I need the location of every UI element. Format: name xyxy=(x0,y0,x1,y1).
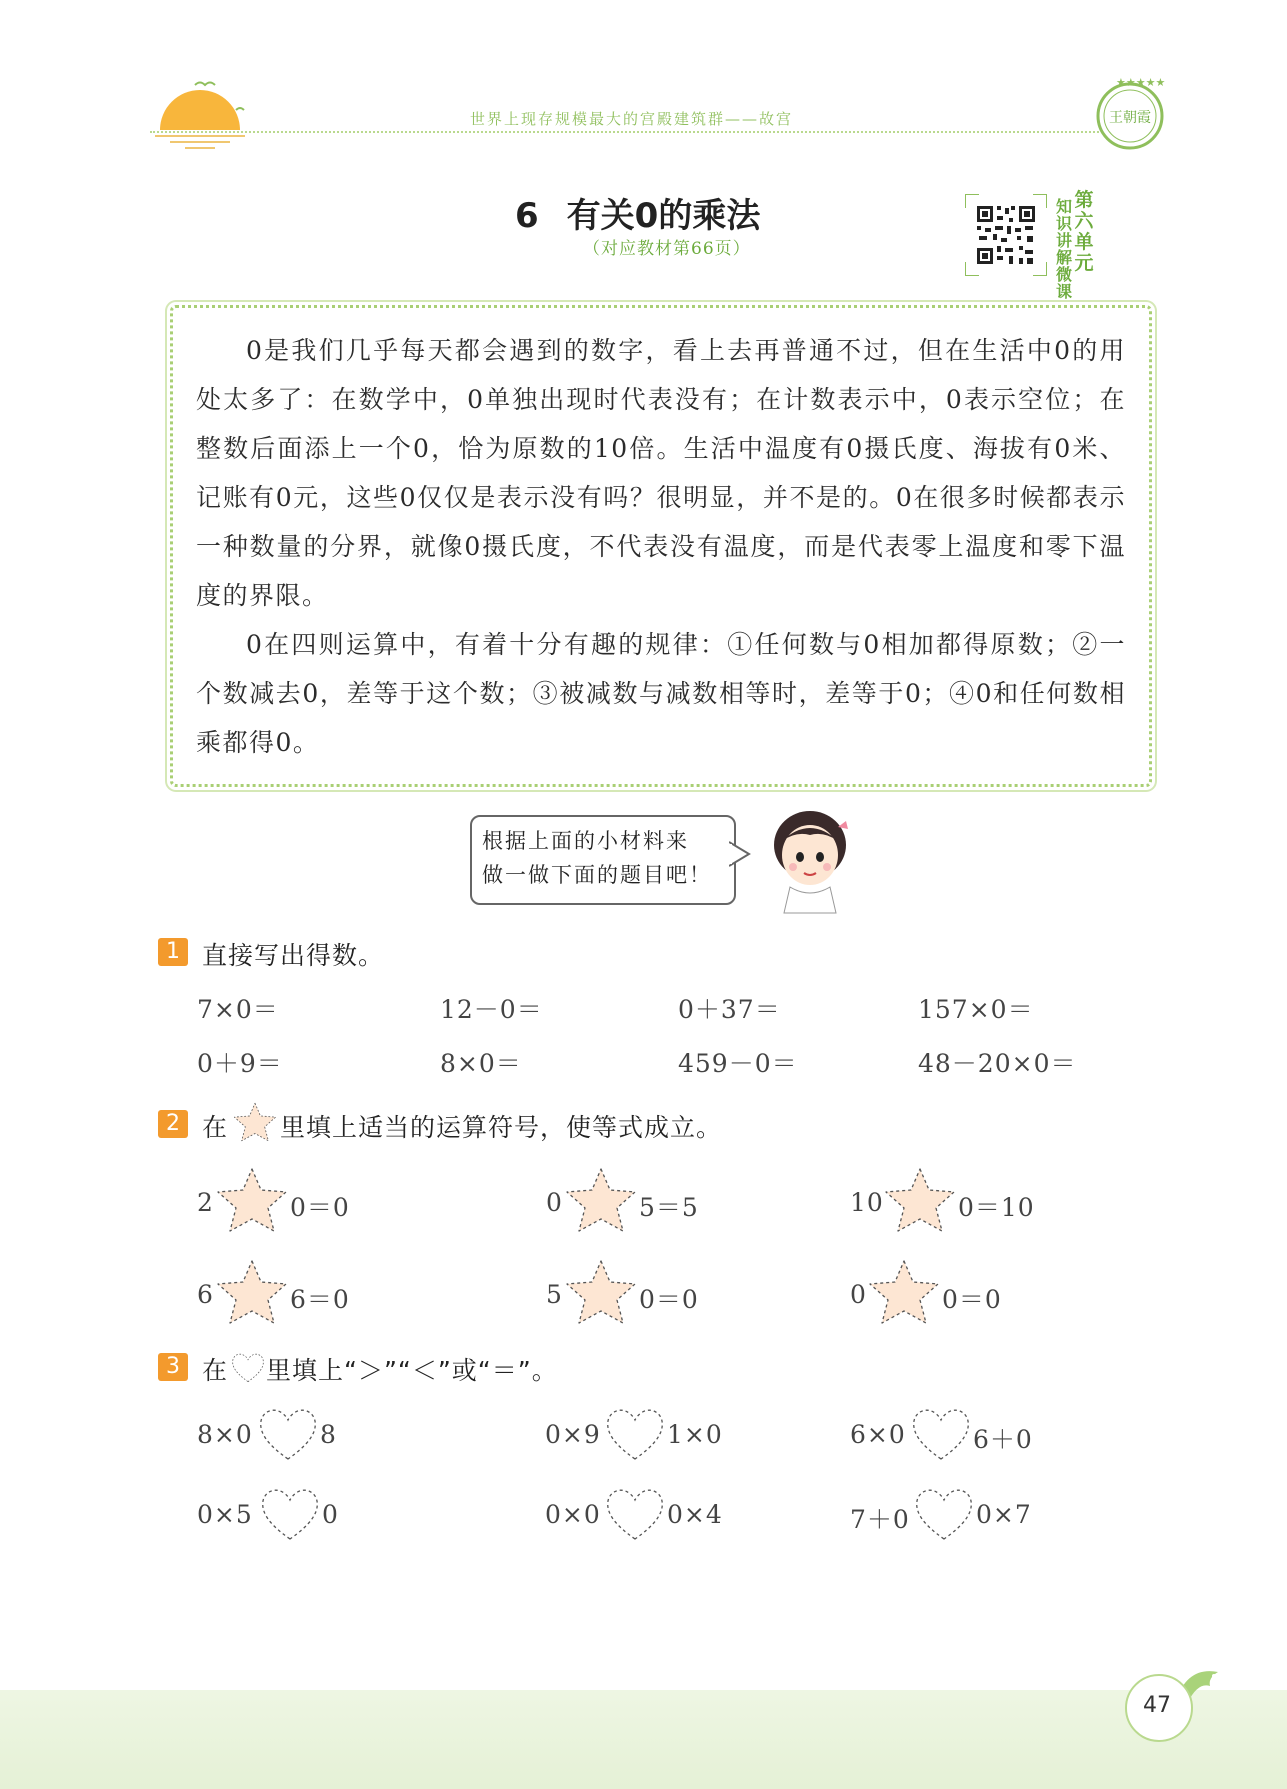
star-blank-4[interactable] xyxy=(214,1258,290,1326)
problem-1-3[interactable]: 0＋37＝ xyxy=(678,995,781,1024)
section-title-3-pre: 在 xyxy=(202,1356,229,1385)
section-title-2-pre: 在 xyxy=(202,1113,229,1142)
section-badge-1: 1 xyxy=(158,938,188,966)
section-badge-2: 2 xyxy=(158,1110,188,1138)
qr-label-char: 知 xyxy=(1055,197,1072,216)
problem-1-7[interactable]: 459－0＝ xyxy=(678,1049,798,1078)
textbook-reference: （对应教材第66页） xyxy=(583,239,751,259)
s2-right-6: 0＝0 xyxy=(942,1285,1002,1314)
problem-1-4[interactable]: 157×0＝ xyxy=(918,995,1034,1024)
s3-right-4: 0 xyxy=(322,1500,339,1529)
speech-line-2: 做一做下面的题目吧！ xyxy=(482,863,712,887)
s3-right-3: 6＋0 xyxy=(973,1425,1033,1454)
qr-label-char: 单 xyxy=(1074,231,1094,253)
s2-left-5: 5 xyxy=(546,1280,563,1309)
qr-label-char: 元 xyxy=(1074,252,1094,274)
section-badge-3: 3 xyxy=(158,1353,188,1381)
header-divider xyxy=(150,131,1130,133)
s2-left-6: 0 xyxy=(850,1280,867,1309)
s3-right-1: 8 xyxy=(320,1420,337,1449)
stamp-text: 王朝霞 xyxy=(1109,110,1151,126)
qr-label-char: 解 xyxy=(1055,248,1072,267)
reading-material-text xyxy=(196,326,1126,767)
star-icon xyxy=(232,1100,278,1144)
heart-icon xyxy=(230,1350,266,1384)
lesson-title-text: 有关0的乘法 xyxy=(566,196,761,236)
star-blank-3[interactable] xyxy=(882,1166,958,1234)
problem-1-5[interactable]: 0＋9＝ xyxy=(197,1049,283,1078)
heart-blank-6[interactable] xyxy=(912,1483,976,1543)
problem-1-6[interactable]: 8×0＝ xyxy=(440,1049,522,1078)
s3-left-4: 0×5 xyxy=(197,1500,253,1529)
s2-right-3: 0＝10 xyxy=(958,1193,1035,1222)
header-slogan: 世界上现存规模最大的宫殿建筑群——故宫 xyxy=(470,110,794,128)
problem-1-1[interactable]: 7×0＝ xyxy=(197,995,279,1024)
s3-left-5: 0×0 xyxy=(545,1500,601,1529)
star-blank-6[interactable] xyxy=(866,1258,942,1326)
s3-right-6: 0×7 xyxy=(976,1500,1032,1529)
qr-label-char: 讲 xyxy=(1055,231,1072,250)
s2-left-3: 10 xyxy=(850,1188,884,1217)
speech-bubble-text xyxy=(482,824,722,892)
problem-1-8[interactable]: 48－20×0＝ xyxy=(918,1049,1077,1078)
girl-character-icon xyxy=(760,805,860,919)
heart-blank-5[interactable] xyxy=(603,1483,667,1543)
page-number: 47 xyxy=(1143,1693,1171,1718)
s3-left-1: 8×0 xyxy=(197,1420,253,1449)
speech-bubble-tail xyxy=(729,840,753,874)
s3-right-2: 1×0 xyxy=(667,1420,723,1449)
stamp-logo xyxy=(1092,74,1168,150)
s3-left-2: 0×9 xyxy=(545,1420,601,1449)
s2-right-5: 0＝0 xyxy=(639,1285,699,1314)
section-title-1: 直接写出得数。 xyxy=(202,941,385,970)
lesson-number: 6 xyxy=(515,196,539,236)
heart-blank-3[interactable] xyxy=(909,1403,973,1463)
footer-band xyxy=(0,1690,1287,1789)
s3-left-3: 6×0 xyxy=(850,1420,906,1449)
qr-label-char: 第 xyxy=(1074,189,1094,211)
s3-right-5: 0×4 xyxy=(667,1500,723,1529)
star-blank-5[interactable] xyxy=(563,1258,639,1326)
qr-label-char: 课 xyxy=(1055,282,1072,301)
section-title-2-post: 里填上适当的运算符号，使等式成立。 xyxy=(280,1113,723,1142)
s2-left-1: 2 xyxy=(197,1188,214,1217)
qr-label-char: 六 xyxy=(1074,210,1094,232)
qr-label-col2 xyxy=(1073,190,1095,274)
s2-right-1: 0＝0 xyxy=(290,1193,350,1222)
s2-left-4: 6 xyxy=(197,1280,214,1309)
lesson-title xyxy=(515,188,760,237)
heart-blank-4[interactable] xyxy=(258,1483,322,1543)
problem-1-2[interactable]: 12－0＝ xyxy=(440,995,543,1024)
s3-left-6: 7＋0 xyxy=(850,1505,910,1534)
qr-code-icon[interactable] xyxy=(965,194,1047,276)
reading-paragraph-2: 0在四则运算中，有着十分有趣的规律：①任何数与0相加都得原数；②一个数减去0，差等于这个数；③被减数与减数相等时，差等于0；④0和任何数相乘都得0。 xyxy=(196,630,1126,757)
reading-paragraph-1: 0是我们几乎每天都会遇到的数字，看上去再普通不过，但在生活中0的用处太多了：在数学中，0单独出现时代表没有；在计数表示中，0表示空位；在整数后面添上一个0，恰为原数的10倍。生活中温度有0摄氏度、海拔有0米、记账有0元，这些0仅仅是表示没有吗？很明显，并不是的。0在很多时候都表示一种数量的分界，就像0摄氏度，不代表没有温度，而是代表零上温度和零下温度的界限。 xyxy=(196,336,1126,610)
s2-left-2: 0 xyxy=(546,1188,563,1217)
section-title-3-post: 里填上“＞”“＜”或“＝”。 xyxy=(266,1356,558,1385)
heart-blank-2[interactable] xyxy=(603,1403,667,1463)
star-blank-2[interactable] xyxy=(563,1166,639,1234)
qr-label-char: 微 xyxy=(1055,265,1072,284)
qr-label-col1 xyxy=(1055,198,1073,300)
speech-line-1: 根据上面的小材料来 xyxy=(482,829,689,853)
svg-text:★★★★★: ★★★★★ xyxy=(1116,76,1166,89)
heart-blank-1[interactable] xyxy=(256,1403,320,1463)
s2-right-2: 5＝5 xyxy=(639,1193,699,1222)
sunset-logo-icon xyxy=(150,60,250,154)
star-blank-1[interactable] xyxy=(214,1166,290,1234)
qr-label-char: 识 xyxy=(1055,214,1072,233)
s2-right-4: 6＝0 xyxy=(290,1285,350,1314)
